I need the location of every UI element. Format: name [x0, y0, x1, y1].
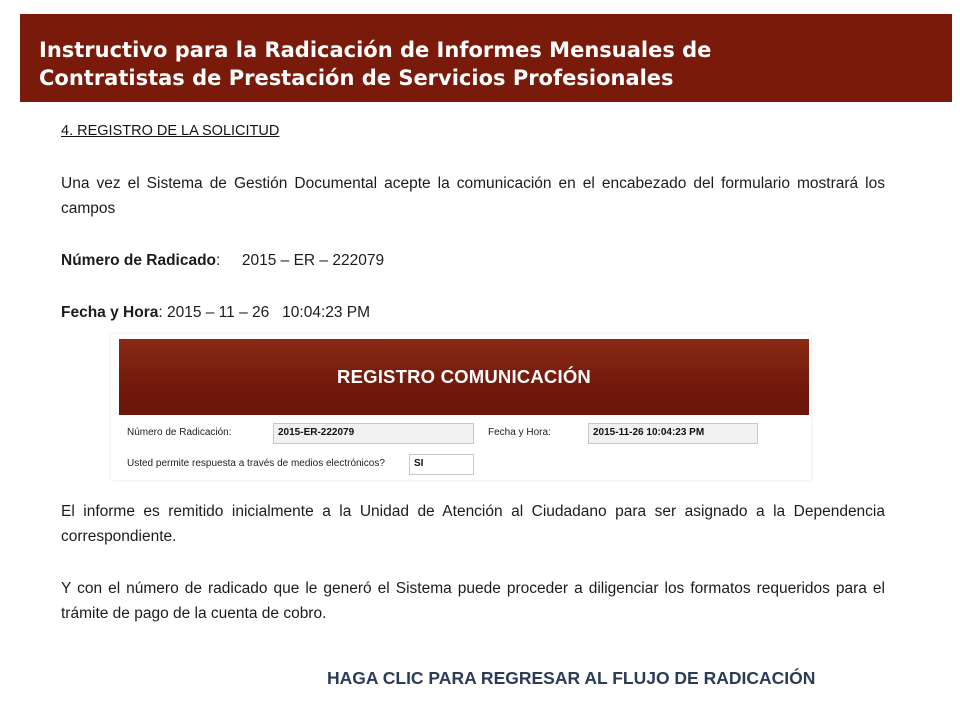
- intro-paragraph: Una vez el Sistema de Gestión Documental acepte la comunicación en el encabezado del formulario mostrará los campos: [61, 175, 885, 217]
- title-banner: [20, 14, 952, 102]
- fecha-label: Fecha y Hora: [61, 304, 159, 321]
- registro-header-title: REGISTRO COMUNICACIÓN: [337, 366, 591, 387]
- respuesta-electronica-field: SI: [409, 454, 474, 475]
- numero-radicacion-field: 2015-ER-222079: [273, 423, 474, 444]
- numero-radicacion-label: Número de Radicación:: [127, 427, 232, 438]
- slide-content: [61, 118, 885, 325]
- closing-content: [61, 499, 885, 626]
- paragraph-radicado: Y con el número de radicado que le generó el Sistema puede proceder a diligenciar los formatos requeridos para el trámite de pago de la cuenta de cobro.: [61, 580, 885, 622]
- slide-title-line-1: Instructivo para la Radicación de Informes Mensuales de: [39, 38, 712, 62]
- registro-header: [119, 339, 809, 415]
- fecha-value: : 2015 – 11 – 26 10:04:23 PM: [158, 304, 371, 321]
- registro-comunicacion-screenshot: [111, 334, 811, 480]
- paragraph-remitido: El informe es remitido inicialmente a la Unidad de Atención al Ciudadano para ser asignado a la Dependencia correspondiente.: [61, 503, 885, 545]
- slide-title-line-2: Contratistas de Prestación de Servicios Profesionales: [39, 66, 674, 90]
- radicado-value: : 2015 – ER – 222079: [216, 252, 385, 269]
- radicado-line: [61, 248, 885, 273]
- radicado-label: Número de Radicado: [61, 252, 217, 269]
- fecha-line: [61, 300, 885, 325]
- return-to-flow-link[interactable]: HAGA CLIC PARA REGRESAR AL FLUJO DE RADICACIÓN: [327, 668, 816, 688]
- respuesta-electronica-label: Usted permite respuesta a través de medios electrónicos?: [127, 458, 385, 469]
- fecha-hora-label: Fecha y Hora:: [488, 427, 551, 438]
- fecha-hora-field: 2015-11-26 10:04:23 PM: [588, 423, 758, 444]
- section-heading: 4. REGISTRO DE LA SOLICITUD: [61, 123, 280, 139]
